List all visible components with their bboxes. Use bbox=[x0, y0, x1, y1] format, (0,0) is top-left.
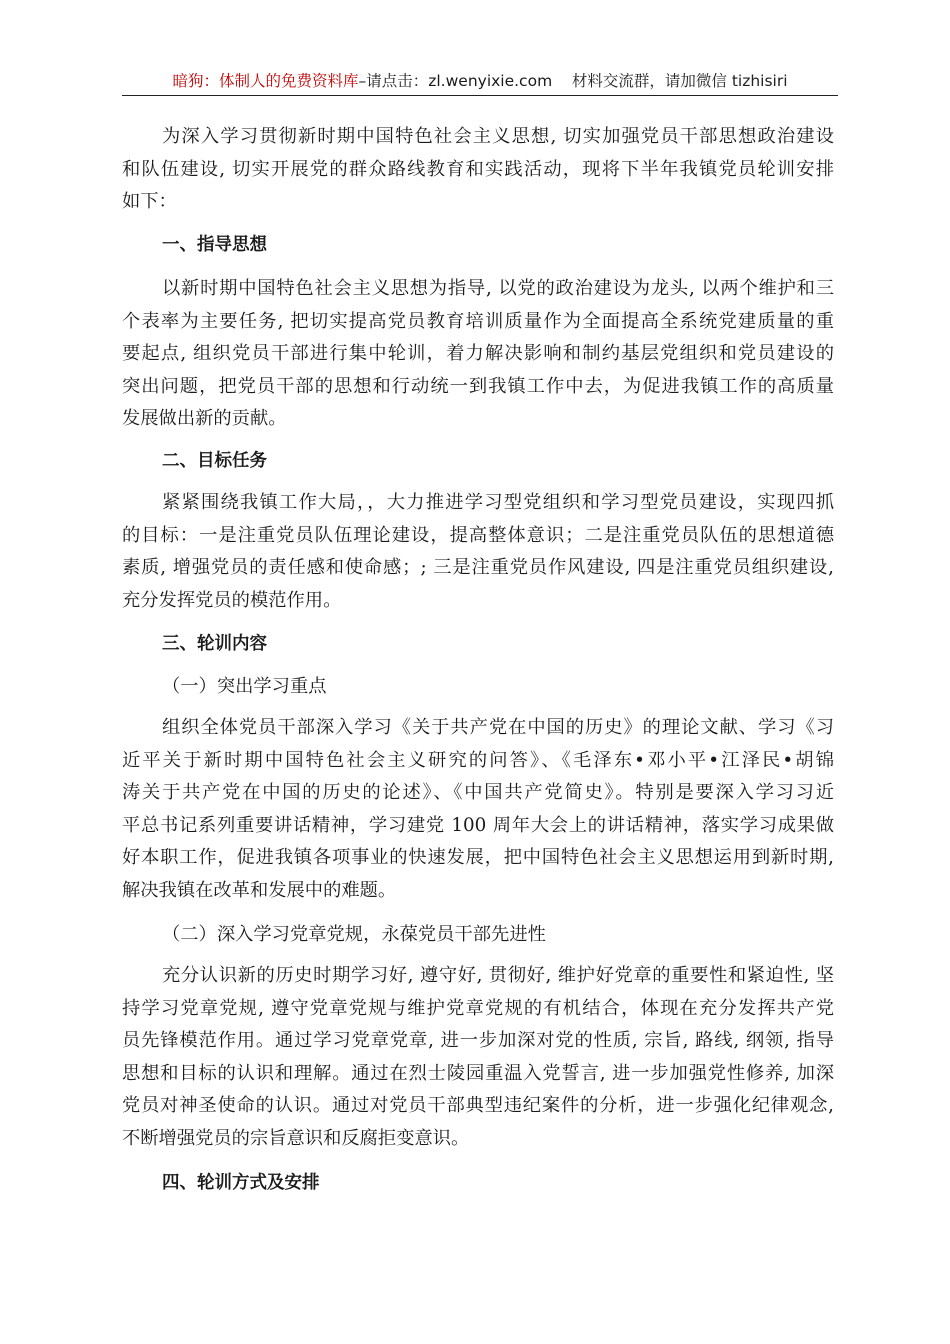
text-line: 发展做出新的贡献。 bbox=[122, 408, 287, 429]
section-heading-training-arrangement: 四、轮训方式及安排 bbox=[162, 1173, 320, 1193]
section-heading-goals: 二、目标任务 bbox=[162, 451, 267, 471]
header-site-link[interactable]: zl.wenyixie.com bbox=[428, 72, 553, 90]
text-line: 充分认识新的历史时期学习好, 遵守好, 贯彻好, 维护好党章的重要性和紧迫性, 坚 bbox=[162, 965, 834, 986]
text-line: 好本职工作，促进我镇各项事业的快速发展，把中国特色社会主义思想运用到新时期, bbox=[122, 847, 834, 868]
text-line: 紧紧围绕我镇工作大局，，大力推进学习型党组织和学习型党员建设，实现四抓 bbox=[162, 492, 834, 513]
text-line: 如下： bbox=[122, 191, 177, 212]
text-line: 不断增强党员的宗旨意识和反腐拒变意识。 bbox=[122, 1127, 470, 1149]
text-line: 以新时期中国特色社会主义思想为指导, 以党的政治建设为龙头, 以两个维护和三 bbox=[162, 278, 834, 299]
goals-paragraph bbox=[122, 487, 834, 617]
subsection-title-party-constitution: （二）深入学习党章党规，永葆党员干部先进性 bbox=[162, 924, 546, 945]
section-heading-guiding-ideology: 一、指导思想 bbox=[162, 235, 267, 255]
party-constitution-paragraph bbox=[122, 960, 834, 1155]
header-contact: 材料交流群，请加微信 tizhisiri bbox=[571, 72, 788, 90]
text-line: 组织全体党员干部深入学习《关于共产党在中国的历史》的理论文献、学习《习 bbox=[162, 717, 834, 738]
subsection-title-study-focus: （一）突出学习重点 bbox=[162, 676, 327, 697]
text-line: 持学习党章党规, 遵守党章党规与维护党章党规的有机结合，体现在充分发挥共产党 bbox=[122, 997, 834, 1019]
text-line: 充分发挥党员的模范作用。 bbox=[122, 589, 342, 611]
header-click-prompt: –请点击： bbox=[358, 72, 429, 90]
text-line: 思想和目标的认识和理解。通过在烈士陵园重温入党誓言, 进一步加强党性修养, 加深 bbox=[122, 1062, 834, 1084]
text-line: 解决我镇在改革和发展中的难题。 bbox=[122, 879, 397, 901]
text-line: 为深入学习贯彻新时期中国特色社会主义思想, 切实加强党员干部思想政治建设 bbox=[162, 126, 834, 147]
header-divider bbox=[122, 95, 838, 96]
text-line: 近平关于新时期中国特色社会主义研究的问答》、《毛泽东•邓小平•江泽民•胡锦 bbox=[122, 749, 834, 771]
guiding-ideology-paragraph bbox=[122, 273, 834, 436]
text-line: 员先锋模范作用。通过学习党章党章, 进一步加深对党的性质, 宗旨, 路线, 纲领, 指导 bbox=[122, 1030, 834, 1051]
section-heading-training-content: 三、轮训内容 bbox=[162, 634, 267, 654]
text-line: 涛关于共产党在中国的历史的论述》、《中国共产党简史》。特别是要深入学习习近 bbox=[122, 782, 834, 803]
text-line: 个表率为主要任务, 把切实提高党员教育培训质量作为全面提高全系统党建质量的重 bbox=[122, 310, 834, 332]
study-focus-paragraph bbox=[122, 712, 834, 907]
intro-paragraph bbox=[122, 121, 834, 219]
text-line: 平总书记系列重要讲话精神，学习建党 100 周年大会上的讲话精神，落实学习成果做 bbox=[122, 814, 834, 836]
text-line: 素质, 增强党员的责任感和使命感；; 三是注重党员作风建设, 四是注重党员组织建设, bbox=[122, 557, 834, 578]
text-line: 党员对神圣使命的认识。通过对党员干部典型违纪案件的分析，进一步强化纪律观念, bbox=[122, 1095, 834, 1116]
text-line: 突出问题，把党员干部的思想和行动统一到我镇工作中去，为促进我镇工作的高质量 bbox=[122, 375, 834, 397]
text-line: 要起点, 组织党员干部进行集中轮训，着力解决影响和制约基层党组织和党员建设的 bbox=[122, 343, 834, 364]
text-line: 和队伍建设, 切实开展党的群众路线教育和实践活动，现将下半年我镇党员轮训安排 bbox=[122, 158, 834, 180]
header-brand: 暗狗：体制人的免费资料库 bbox=[172, 72, 359, 90]
text-line: 的目标：一是注重党员队伍理论建设，提高整体意识；二是注重党员队伍的思想道德 bbox=[122, 524, 834, 546]
page-header bbox=[122, 68, 838, 94]
